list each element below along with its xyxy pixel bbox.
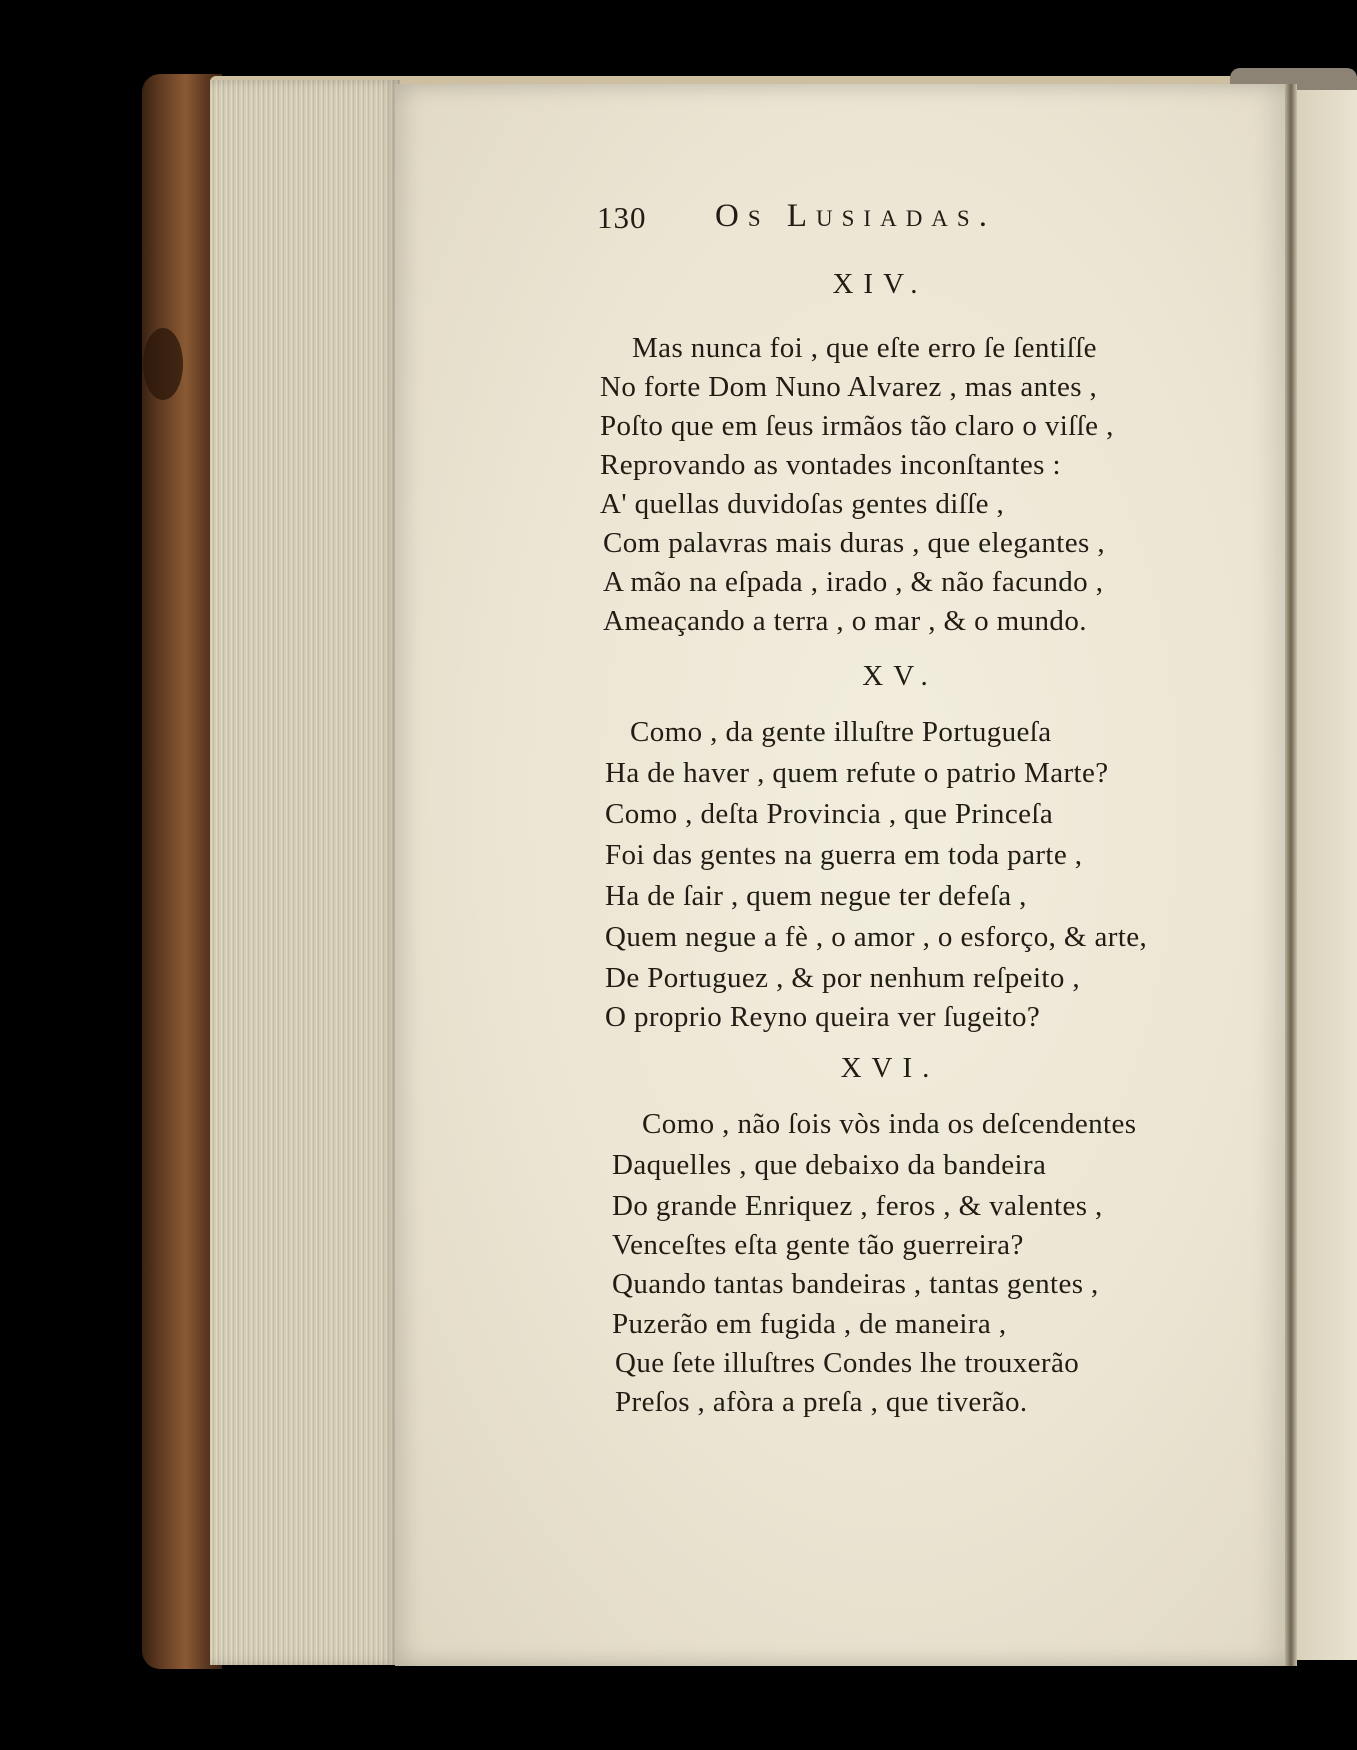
verse-line: Ha de ſair , quem negue ter defeſa , (605, 880, 1027, 912)
verse-line: Quem negue a fè , o amor , o esforço, & arte, (605, 921, 1148, 953)
verse-line: Com palavras mais duras , que elegantes , (603, 527, 1106, 559)
verse-line: Venceſtes eſta gente tão guerreira? (612, 1229, 1024, 1261)
verse-line: Mas nunca foi , que eſte erro ſe ſentiſſe (632, 332, 1097, 364)
verse-line: A' quellas duvidoſas gentes diſſe , (600, 488, 1005, 520)
verse-line: Puzerão em fugida , de maneira , (612, 1308, 1007, 1340)
verse-line: Foi das gentes na guerra em toda parte , (605, 839, 1083, 871)
stanza-number: XV. (862, 660, 938, 692)
book-page (395, 84, 1295, 1666)
verse-line: A mão na eſpada , irado , & não facundo , (603, 566, 1104, 598)
verse-line: Que ſete illuſtres Condes lhe trouxerão (615, 1347, 1080, 1379)
stanza-number: XVI. (840, 1052, 940, 1084)
verse-line: De Portuguez , & por nenhum reſpeito , (605, 962, 1081, 994)
verse-line: Preſos , afòra a preſa , que tiverão. (615, 1386, 1028, 1418)
verse-line: Ameaçando a terra , o mar , & o mundo. (603, 605, 1087, 637)
verse-line: Como , deſta Provincia , que Princeſa (605, 798, 1054, 830)
running-title: Os Lusiadas. (715, 198, 996, 234)
cover-stain (143, 328, 183, 400)
page-number: 130 (597, 200, 647, 235)
stanza-number: XIV. (832, 268, 928, 300)
verse-line: Reprovando as vontades inconſtantes : (600, 449, 1061, 481)
verse-line: O proprio Reyno queira ver ſugeito? (605, 1001, 1041, 1033)
verse-line: Poſto que em ſeus irmãos tão claro o viſſe , (600, 410, 1114, 442)
verse-line: Como , não ſois vòs inda os deſcendentes (642, 1108, 1137, 1140)
verse-line: Quando tantas bandeiras , tantas gentes , (612, 1268, 1099, 1300)
verse-line: Daquelles , que debaixo da bandeira (612, 1149, 1047, 1181)
book-gutter (1285, 84, 1297, 1666)
verse-line: Do grande Enriquez , feros , & valentes , (612, 1190, 1103, 1222)
page-block-edges (210, 80, 400, 1665)
facing-page (1297, 90, 1357, 1660)
verse-line: Como , da gente illuſtre Portugueſa (630, 716, 1052, 748)
verse-line: Ha de haver , quem refute o patrio Marte? (605, 757, 1109, 789)
verse-line: No forte Dom Nuno Alvarez , mas antes , (600, 371, 1098, 403)
